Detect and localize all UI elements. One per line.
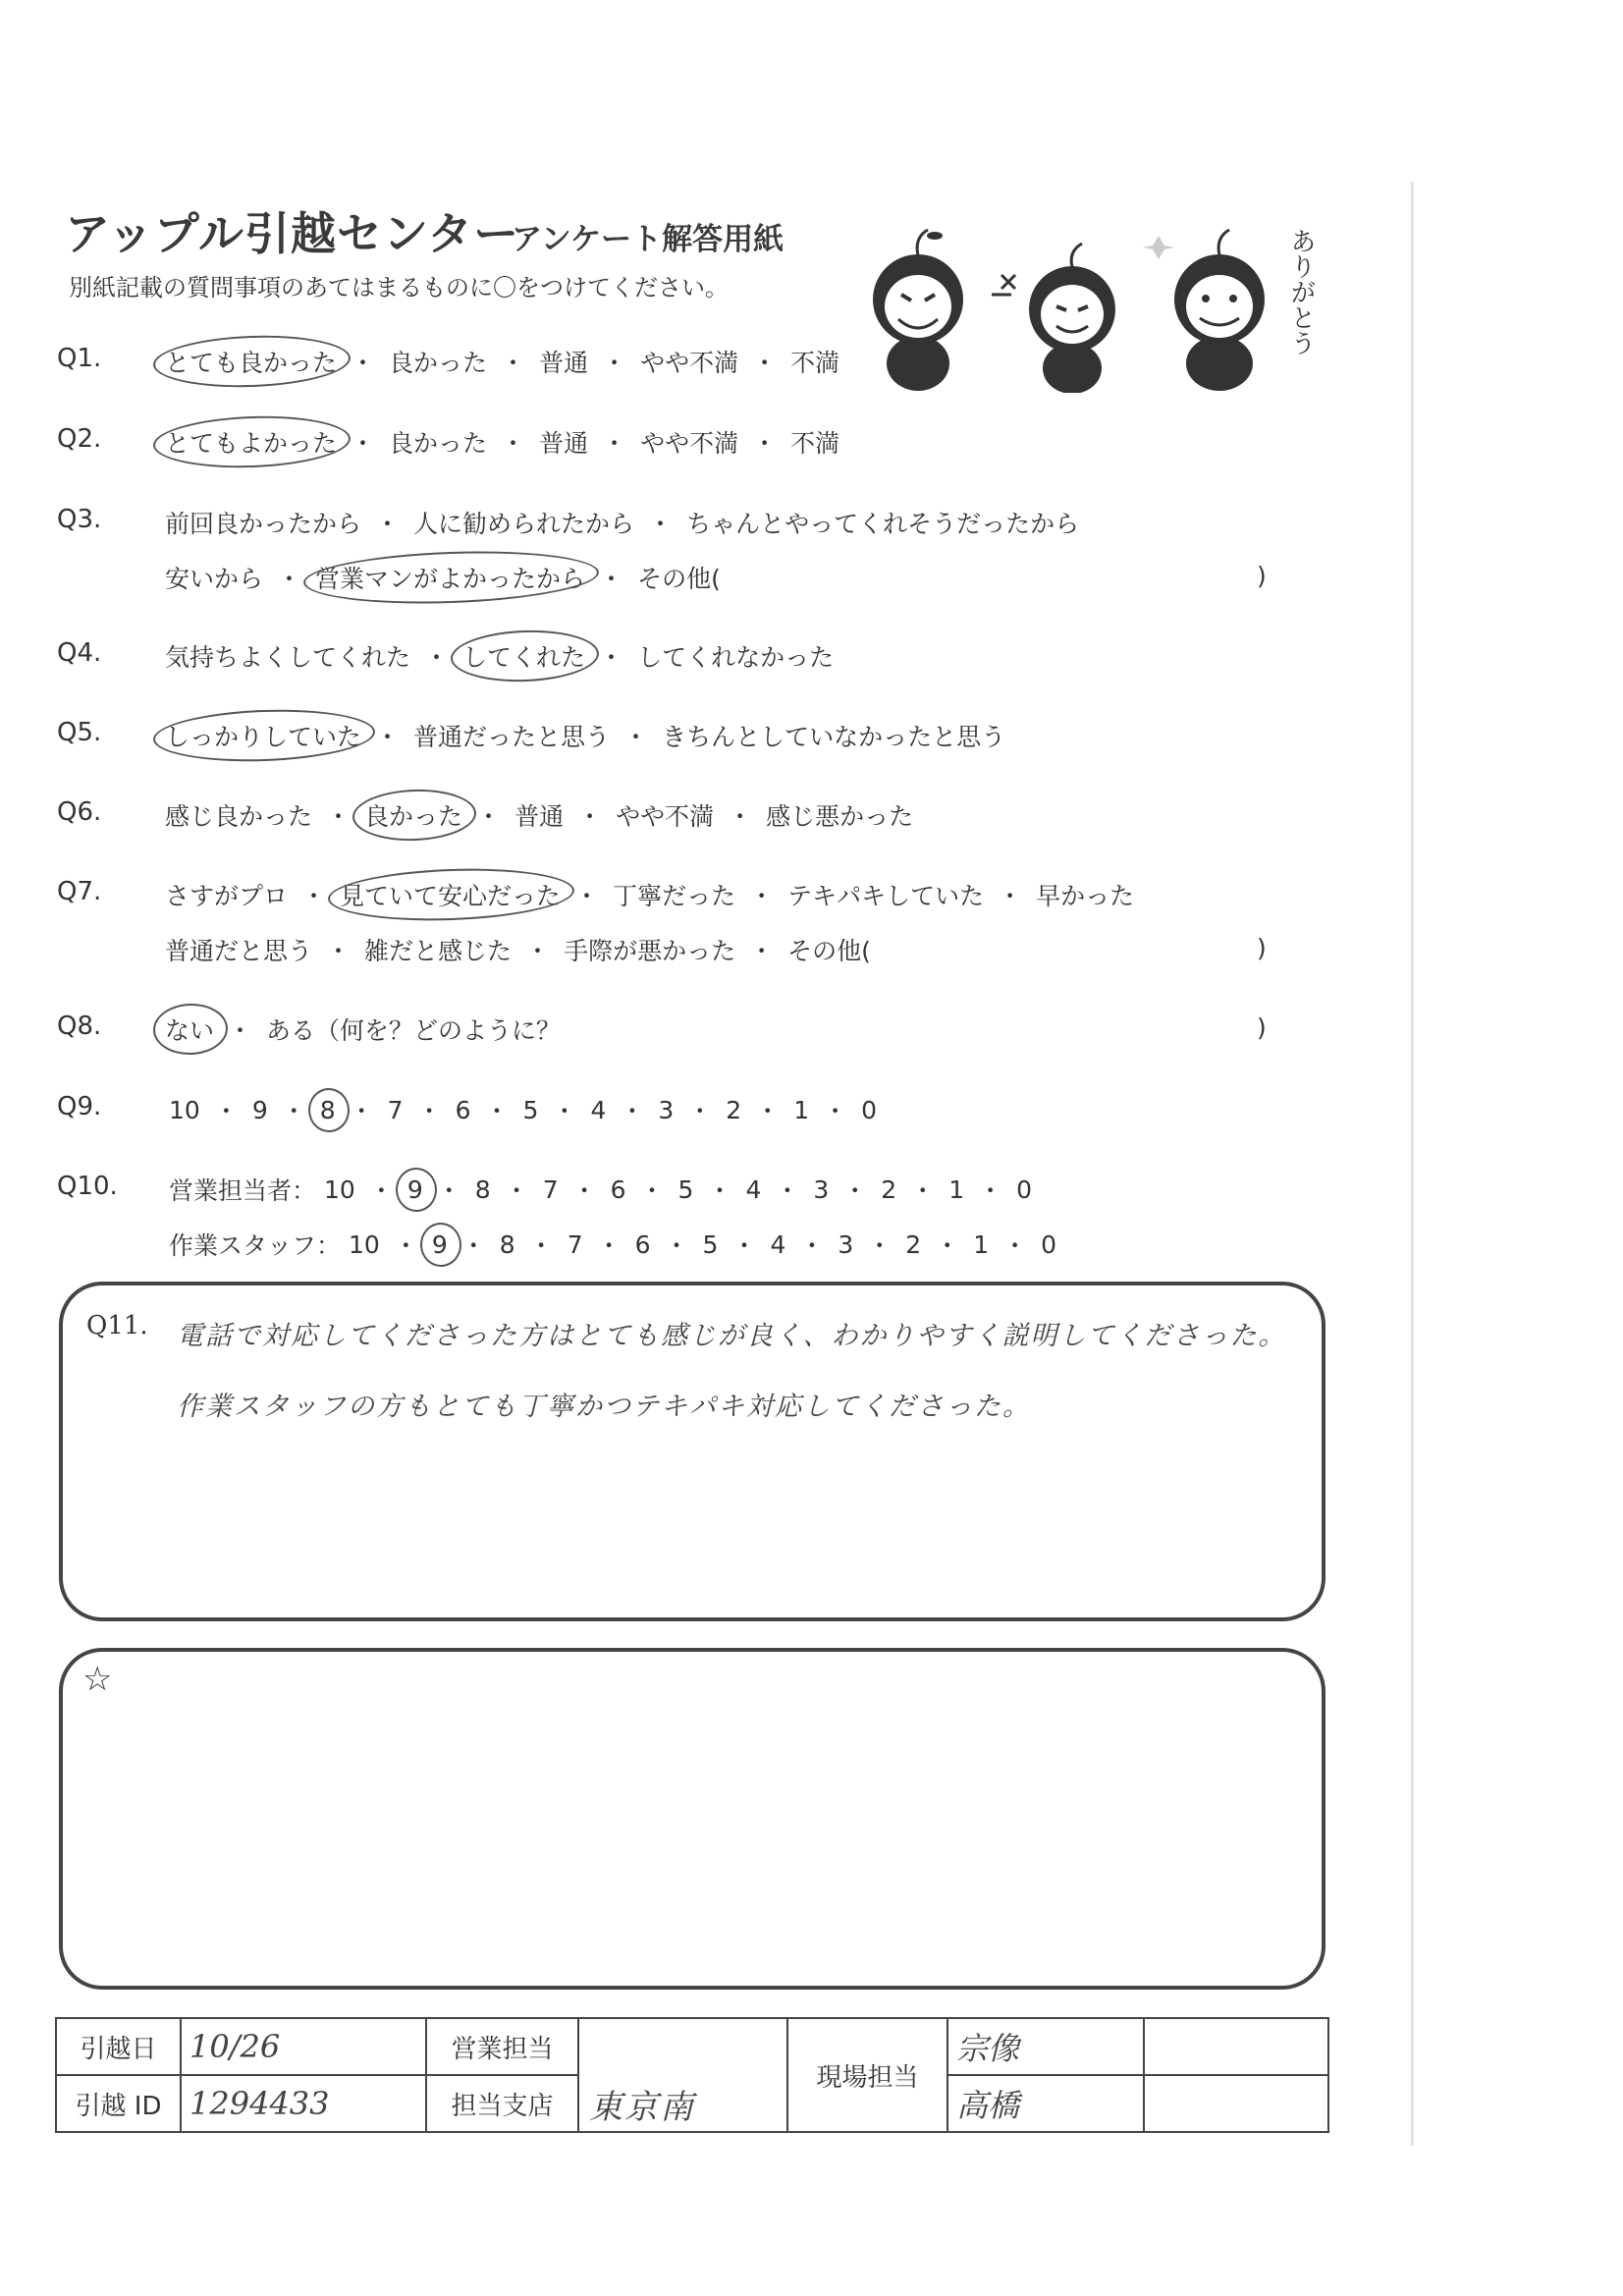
q6-option[interactable]: やや不満 xyxy=(616,802,715,831)
q2-option[interactable]: 普通 xyxy=(539,429,589,458)
q10-sales-score[interactable]: 4 xyxy=(745,1175,762,1204)
q4-option[interactable]: 気持ちよくしてくれた xyxy=(165,643,411,672)
q6-label: Q6. xyxy=(57,797,102,827)
q3-label: Q3. xyxy=(57,505,102,534)
site-rep-label: 現場担当 xyxy=(787,2018,947,2132)
q9-score[interactable]: 10 xyxy=(169,1095,200,1124)
q8-option[interactable]: ある（何を？どのように？ xyxy=(266,1016,562,1045)
q10-staff-score[interactable]: 6 xyxy=(634,1230,651,1259)
q8-close-paren: ) xyxy=(1257,1013,1267,1042)
q7-options-line1: さすがプロ ・ 見ていて安心だった ・ 丁寧だった ・ テキパキしていた ・ 早かった xyxy=(165,877,1134,912)
sales-rep-label: 営業担当 xyxy=(426,2018,578,2075)
q5-option[interactable]: 普通だったと思う xyxy=(413,723,611,751)
q10-sales-score[interactable]: 10 xyxy=(324,1175,355,1204)
footer-empty-cell xyxy=(1144,2075,1328,2132)
thanks-text: ありがとう xyxy=(1286,228,1316,355)
q3-option[interactable]: ちゃんとやってくれそうだったから xyxy=(686,510,1080,538)
q9-label: Q9. xyxy=(57,1092,102,1121)
mascot-1-icon xyxy=(873,230,963,391)
q11-comment-line1: 電話で対応してくださった方はとても感じが良く、わかりやすく説明してくださった。 xyxy=(177,1321,1287,1351)
q9-score[interactable]: 7 xyxy=(387,1095,404,1124)
q9-score[interactable]: 6 xyxy=(455,1095,471,1124)
q6-option[interactable]: 普通 xyxy=(514,802,565,831)
q8-options: ない ・ ある（何を？どのように？ xyxy=(165,1011,561,1047)
q1-option[interactable]: 良かった xyxy=(389,349,488,377)
q9-score[interactable]: 1 xyxy=(793,1095,810,1124)
q10-staff-score[interactable]: 10 xyxy=(349,1230,380,1259)
move-id-value: 1294433 xyxy=(181,2075,426,2132)
q10-sales-score[interactable]: 1 xyxy=(948,1175,965,1204)
q3-options-line1: 前回良かったから ・ 人に勧められたから ・ ちゃんとやってくれそうだったから xyxy=(165,505,1079,540)
q7-option[interactable]: さすがプロ xyxy=(165,882,289,910)
move-id-label: 引越 ID xyxy=(56,2075,181,2132)
q5-option[interactable]: しっかりしていた xyxy=(165,718,361,753)
q3-option-other[interactable]: その他( xyxy=(637,565,721,593)
q9-score[interactable]: 5 xyxy=(522,1095,539,1124)
q10-sales-score[interactable]: 9 xyxy=(406,1175,423,1204)
q9-score[interactable]: 4 xyxy=(590,1095,607,1124)
q1-option[interactable]: 普通 xyxy=(539,349,589,377)
q7-option[interactable]: 手際が悪かった xyxy=(564,937,736,965)
q3-option[interactable]: 安いから xyxy=(165,565,264,593)
q10-staff-score[interactable]: 2 xyxy=(905,1230,922,1259)
q4-options: 気持ちよくしてくれた ・ してくれた ・ してくれなかった xyxy=(165,638,834,674)
q7-close-paren: ) xyxy=(1257,934,1267,962)
star-icon: ☆ xyxy=(82,1660,113,1699)
mascot-3-icon xyxy=(1143,230,1265,391)
q7-label: Q7. xyxy=(57,877,102,906)
form-subtitle: アンケート解答用紙 xyxy=(512,222,784,257)
q3-option[interactable]: 前回良かったから xyxy=(165,510,362,538)
q10-sales-score[interactable]: 2 xyxy=(881,1175,897,1204)
q5-option[interactable]: きちんとしていなかったと思う xyxy=(662,723,1006,751)
company-title: アップル引越センター xyxy=(65,207,520,260)
q3-close-paren: ) xyxy=(1257,562,1267,590)
q10-staff-score[interactable]: 1 xyxy=(973,1230,990,1259)
q2-options: とてもよかった ・ 良かった ・ 普通 ・ やや不満 ・ 不満 xyxy=(165,424,839,460)
q7-option-other[interactable]: その他( xyxy=(787,937,871,965)
q4-label: Q4. xyxy=(57,638,102,668)
q9-options: 10 ・ 9 ・ 8 ・ 7 ・ 6 ・ 5 ・ 4 ・ 3 ・ 2 ・ 1 ・ 0 xyxy=(169,1095,878,1125)
form-instruction: 別紙記載の質問事項のあてはまるものに〇をつけてください。 xyxy=(69,274,729,301)
q1-options: とても良かった ・ 良かった ・ 普通 ・ やや不満 ・ 不満 xyxy=(165,344,839,379)
q1-option[interactable]: とても良かった xyxy=(165,344,337,379)
q7-option[interactable]: 丁寧だった xyxy=(613,882,736,910)
q11-comment-line2: 作業スタッフの方もとても丁寧かつテキパキ対応してくださった。 xyxy=(177,1392,1031,1422)
q9-score[interactable]: 3 xyxy=(658,1095,675,1124)
site-rep-value-2: 高橋 xyxy=(947,2075,1144,2132)
q1-option[interactable]: やや不満 xyxy=(640,349,739,377)
q10-sales-score[interactable]: 0 xyxy=(1016,1175,1033,1204)
move-date-label: 引越日 xyxy=(56,2018,181,2075)
q10-sales-score[interactable]: 3 xyxy=(813,1175,830,1204)
branch-label: 担当支店 xyxy=(426,2075,578,2132)
q1-label: Q1. xyxy=(57,344,102,373)
q7-option[interactable]: テキパキしていた xyxy=(787,882,985,910)
q5-options: しっかりしていた ・ 普通だったと思う ・ きちんとしていなかったと思う xyxy=(165,718,1005,753)
q3-option[interactable]: 営業マンがよかったから xyxy=(315,560,585,595)
q6-options: 感じ良かった ・ 良かった ・ 普通 ・ やや不満 ・ 感じ悪かった xyxy=(165,797,913,833)
q10-label: Q10. xyxy=(57,1172,118,1201)
q7-option[interactable]: 普通だと思う xyxy=(165,937,313,965)
q10-staff-score[interactable]: 3 xyxy=(838,1230,854,1259)
star-comment-box[interactable] xyxy=(59,1648,1325,1990)
q6-option[interactable]: 感じ良かった xyxy=(165,802,313,831)
q4-option[interactable]: してくれなかった xyxy=(637,643,835,672)
q2-option[interactable]: 不満 xyxy=(790,429,840,458)
q10-staff-score[interactable]: 7 xyxy=(567,1230,583,1259)
move-date-value: 10/26 xyxy=(181,2018,426,2075)
q3-options-line2: 安いから ・ 営業マンがよかったから ・ その他( xyxy=(165,560,721,595)
q10-sales-score[interactable]: 7 xyxy=(542,1175,559,1204)
site-rep-value-1: 宗像 xyxy=(947,2018,1144,2075)
q4-option[interactable]: してくれた xyxy=(462,638,585,674)
q10-sales-score[interactable]: 5 xyxy=(677,1175,694,1204)
q10-staff-score[interactable]: 9 xyxy=(431,1230,448,1259)
q10-staff-label: 作業スタッフ： xyxy=(169,1231,342,1260)
q7-options-line2: 普通だと思う ・ 雑だと感じた ・ 手際が悪かった ・ その他( xyxy=(165,932,871,967)
q10-staff-score[interactable]: 5 xyxy=(702,1230,719,1259)
q5-label: Q5. xyxy=(57,718,102,747)
q7-option[interactable]: 雑だと感じた xyxy=(364,937,513,965)
q11-label: Q11. xyxy=(86,1311,148,1340)
q10-sales-score[interactable]: 6 xyxy=(610,1175,626,1204)
q8-label: Q8. xyxy=(57,1011,102,1041)
q7-option[interactable]: 早かった xyxy=(1036,882,1135,910)
q9-score[interactable]: 9 xyxy=(251,1095,268,1124)
q9-score[interactable]: 0 xyxy=(861,1095,878,1124)
q3-option[interactable]: 人に勧められたから xyxy=(413,510,635,538)
q9-score[interactable]: 2 xyxy=(726,1095,742,1124)
footer-empty-cell xyxy=(1144,2018,1328,2075)
q2-option[interactable]: 良かった xyxy=(389,429,488,458)
q2-label: Q2. xyxy=(57,424,102,454)
q7-option[interactable]: 見ていて安心だった xyxy=(340,877,561,912)
q10-staff-options: 作業スタッフ： 10 ・ 9 ・ 8 ・ 7 ・ 6 ・ 5 ・ 4 ・ 3 ・ 2 ・ 1 ・ 0 xyxy=(169,1227,1056,1262)
page-edge-shadow xyxy=(1411,182,1414,2146)
q10-staff-score[interactable]: 4 xyxy=(770,1230,786,1259)
branch-value: 東京南 xyxy=(589,2088,695,2127)
q1-option[interactable]: 不満 xyxy=(790,349,840,377)
q10-sales-options: 営業担当者： 10 ・ 9 ・ 8 ・ 7 ・ 6 ・ 5 ・ 4 ・ 3 ・ 2 ・ 1 ・ 0 xyxy=(169,1172,1032,1207)
q10-sales-label: 営業担当者： xyxy=(169,1176,317,1205)
q10-sales-score[interactable]: 8 xyxy=(474,1175,491,1204)
q10-staff-score[interactable]: 0 xyxy=(1041,1230,1057,1259)
q10-staff-score[interactable]: 8 xyxy=(499,1230,515,1259)
q6-option[interactable]: 良かった xyxy=(364,797,462,833)
q8-option[interactable]: ない xyxy=(165,1011,214,1047)
q9-score[interactable]: 8 xyxy=(319,1095,336,1124)
mascot-illustration xyxy=(854,216,1325,393)
q2-option[interactable]: とてもよかった xyxy=(165,424,337,460)
q6-option[interactable]: 感じ悪かった xyxy=(766,802,914,831)
q2-option[interactable]: やや不満 xyxy=(640,429,739,458)
mascot-2-icon xyxy=(992,244,1115,393)
